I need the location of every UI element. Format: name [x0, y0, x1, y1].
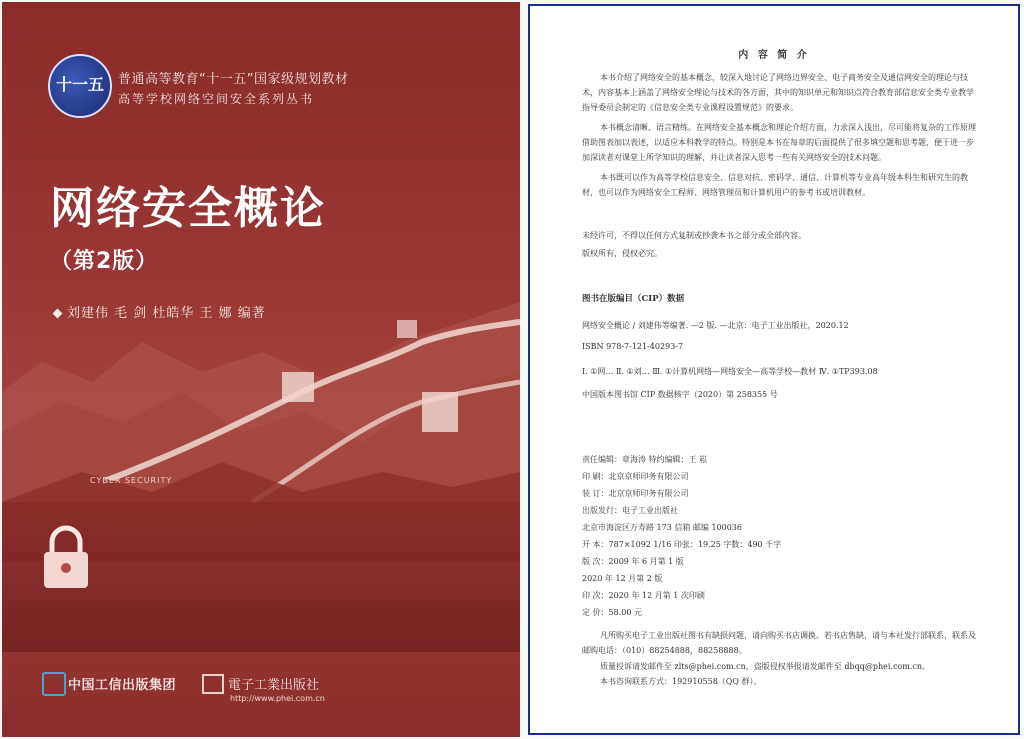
cip-heading: 图书在版编目（CIP）数据 [582, 294, 685, 304]
detail-format: 开 本：787×1092 1/16 印张：19.25 字数：490 千字 [582, 540, 782, 549]
publisher-group: 中国工信出版集团 [68, 678, 177, 693]
intro-paragraph-3: 本书既可以作为高等学校信息安全、信息对抗、密码学、通信、计算机等专业高年级本科生和研究生的教材，也可以作为网络安全工程师、网络管理员和计算机用户的参考书或培训教材。 [582, 173, 968, 197]
padlock-icon [38, 522, 94, 592]
cip-line: 网络安全概论 / 刘建伟等编著. —2 版. —北京：电子工业出版社，2020.12 [582, 321, 849, 330]
publisher-url: http://www.phei.com.cn [230, 694, 325, 703]
series-line-1: 普通高等教育“十一五”国家级规划教材 [118, 72, 349, 87]
footer-note-1: 凡所购买电子工业出版社图书有缺损问题，请向购买书店调换。若书店售缺，请与本社发行部联系，联系及邮购电话：（010）88254888，88258888。 [582, 631, 976, 655]
detail-printing: 印 刷：北京京师印务有限公司 [582, 472, 689, 481]
cip-isbn: ISBN 978-7-121-40293-7 [582, 342, 684, 351]
detail-address: 北京市海淀区万寿路 173 信箱 邮编 100036 [582, 523, 742, 532]
series-line-2: 高等学校网络空间安全系列丛书 [118, 92, 315, 106]
detail-editor: 责任编辑：章海涛 特约编辑：王 崧 [582, 455, 708, 464]
publisher-name: 電子工業出版社 [228, 678, 320, 693]
footer-note-3: 本书咨询联系方式：192910558（QQ 群）。 [600, 677, 762, 686]
publisher-group-icon [42, 672, 66, 696]
intro-paragraph-1: 本书介绍了网络安全的基本概念，较深入地讨论了网络边界安全、电子商务安全及通信网安全的理论与技术，内容基本上涵盖了网络安全理论与技术的各方面，其中的知识单元和知识点符合教育部信息安全类专业教学指导委员会制定的《信息安全类专业课程设置规范》的要求。 [582, 73, 974, 112]
series-logo [48, 54, 112, 118]
cyber-security-label: CYBER SECURITY [90, 476, 173, 485]
series-logo-text: 十一五 [55, 75, 104, 94]
footer-note-2: 质量投诉请发邮件至 zlts@phei.com.cn，盗版侵权举报请发邮件至 dbqq@phei.com.cn。 [600, 662, 930, 671]
detail-distributor: 出版发行：电子工业出版社 [582, 506, 678, 515]
detail-binding: 装 订：北京京师印务有限公司 [582, 489, 689, 498]
book-edition: （第2版） [50, 249, 159, 274]
intro-paragraph-2: 本书概念清晰、语言精练。在网络安全基本概念和理论介绍方面，力求深入浅出，尽可能将复杂的工作原理借助图表加以表述，以适应本科教学的特点。特别是本书在每章的后面提供了很多填空题和思考题，便于进一步加深读者对课堂上所学知识的理解，并让读者深入思考一些有关网络安全的技术问题。 [582, 123, 976, 162]
copyright-line-1: 未经许可，不得以任何方式复制或抄袭本书之部分或全部内容。 [582, 231, 806, 240]
publisher-logo-icon [202, 674, 224, 694]
detail-impression: 印 次：2020 年 12 月第 1 次印刷 [582, 591, 705, 600]
detail-edition-1: 版 次：2009 年 6 月第 1 版 [582, 557, 684, 566]
cip-classification: Ⅰ. ①网… Ⅱ. ①刘… Ⅲ. ①计算机网络—网络安全—高等学校—教材 Ⅳ. ①TP393.08 [582, 367, 878, 376]
watchtower-1 [282, 372, 314, 402]
watchtower-3 [397, 320, 417, 338]
book-title: 网络安全概论 [50, 183, 326, 234]
authors-text: 刘建伟 毛 剑 杜皓华 王 娜 编著 [67, 306, 266, 321]
detail-price: 定 价：58.00 元 [582, 608, 642, 617]
copyright-line-2: 版权所有，侵权必究。 [582, 249, 662, 258]
summary-heading: 内 容 简 介 [738, 50, 810, 61]
detail-edition-2: 2020 年 12 月第 2 版 [582, 574, 663, 583]
cip-number: 中国版本图书馆 CIP 数据核字（2020）第 258355 号 [582, 390, 778, 399]
watchtower-2 [422, 392, 458, 432]
book-cover [2, 2, 520, 737]
copyright-page [528, 4, 1020, 735]
